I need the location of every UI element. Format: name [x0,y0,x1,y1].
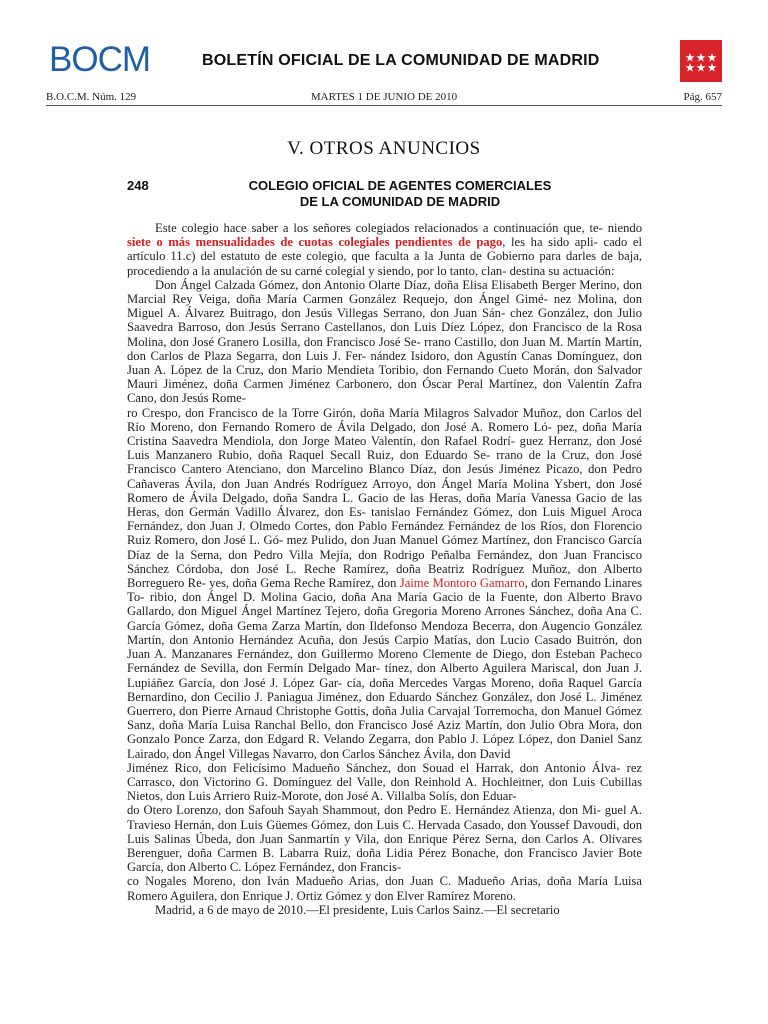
names-paragraph-2 [127,406,642,761]
names-paragraph-4: do Otero Lorenzo, don Safouh Sayah Shammout, don Pedro E. Hernández Atienza, don Mi- guel A. Travieso Hernán, don Luis Güemes Gómez, don Luis C. Hervada Casado, don Youssef Davoudi, don Luis Salinas Úbeda, don Juan Sanmartín y Vila, don Enrique Pérez Serna, don Carlos A. Olivares Berenguer, doña Carmen B. Labarra Ruiz, doña Lidia Pérez Bonache, don Francisco Javier Bote García, don Alberto C. López Fernández, don Francis- [127,803,642,875]
intro-highlight: siete o más mensualidades de cuotas colegiales pendientes de pago [127,235,503,250]
section-title: V. OTROS ANUNCIOS [287,138,481,159]
intro-text-a: Este colegio hace saber a los señores colegiados relacionados a continuación que, te- niendo [155,221,642,235]
announcement-heading [200,178,600,210]
issue-date: MARTES 1 DE JUNIO DE 2010 [310,91,458,103]
announcement-number: 248 [127,178,149,193]
madrid-flag-icon [680,40,722,82]
bocm-logo: BOCM [49,40,150,79]
announcement-heading-text: COLEGIO OFICIAL DE AGENTES COMERCIALES DE LA COMUNIDAD DE MADRID [248,178,552,209]
names-paragraph-5: co Nogales Moreno, don Iván Madueño Arias, don Juan C. Madueño Arias, doña María Luisa Romero Aguilera, don Enrique J. Ortiz Gómez y don Elver Ramírez Moreno. [127,874,642,903]
names-paragraph-3: Jiménez Rico, don Felicísimo Madueño Sánchez, don Souad el Harrak, don Antonio Álva- rez Carrasco, don Victorino G. Domínguez del Valle, don Reinhold A. Hochleitner, don Luis Cubillas Nietos, don Luis Arriero Ruiz-Morote, don José A. Villalba Solís, don Eduar- [127,760,642,804]
page-number: Pág. 657 [683,91,722,103]
announcement-body [127,221,642,917]
publication-title: BOLETÍN OFICIAL DE LA COMUNIDAD DE MADRID [202,52,600,69]
intro-text-b: , les ha sido apli- cado el artículo 11.c) del estatuto de este colegio, que faculta a la Junta de Gobierno para darles de baja, procediendo a la anulación de su carné colegial y siendo, por lo tanto, clan- destina su actuación: [127,235,642,278]
names-text-2a: ro Crespo, don Francisco de la Torre Girón, doña María Milagros Salvador Muñoz, don Carlos del Río Moreno, don Fernando Romero de Ávila Delgado, don José A. Romero Ló- pez, doña María Cristina Saavedra Mendiola, don Jorge Mateo Valentín, don Rafael Rodrí- guez Herranz, don José Luis Manzanero Rubio, doña Raquel Secall Ruiz, don Eduardo Se- rrano de la Cruz, don José Francisco Cantero Atenciano, don Marcelino Blanco Díaz, don Jesús Jiménez Picazo, don Pedro Cañaveras Ávila, don Juan Andrés Rodríguez Arroyo, don Ángel María Molina Ysbert, don José Romero de Ávila Delgado, doña Sandra L. Gacio de las Heras, doña María Vanessa Gacio de las Heras, don Germán Vadillo Álvarez, don Es- tanislao Fernández Gómez, don Luis Miguel Aroca Fernández, don Juan J. Olmedo Cortes, don Pablo Fernández Fernández de los Ríos, don Florencio Ruiz Romero, don José L. Gó- mez Pulido, don Juan Manuel Gómez Martínez, don Francisco García Díaz de la Serna, don Pedro Villa Mejía, don Rodrigo Peñalba Fernández, don Juan Francisco Sánchez Córdoba, don José L. Reche Ramírez, doña Beatriz Rodríguez Muñoz, don Alberto Borreguero Re- yes, doña Gema Reche Ramírez, don [127,405,642,591]
names-text-2b: , don Fernando Linares To- ribio, don Ángel D. Molina Gacio, doña Ana María Gacio de la Fuente, don Alberto Bravo Gallardo, don Miguel Ángel Martínez Tejero, doña Gregoria Moreno Arrones Sánchez, doña Ana C. García Gómez, doña Gema Zarza Martín, don Ildefonso Mendoza Becerra, don Augencio González Martín, don Antonio Hernández Acuña, don Jesús Carpio Matías, don Lucio Casado Buitrón, don Juan A. Manzanares Fernández, don Guillermo Moreno Clemente de Diego, don Esteban Pacheco Fernández de Sevilla, don Fermín Delgado Mar- tínez, don Alberto Aguilera Mariscal, don Juan J. Lupiáñez García, don José J. López Gar- cía, doña Mercedes Vargas Moreno, doña Raquel García Bernardino, don Cecilio J. Paniagua Jiménez, don Eduardo Sánchez González, don José L. Jiménez Guerrero, don Pierre Arnaud Christophe Gottis, doña Julia Carvajal Torremocha, don Manuel Gómez Sanz, doña María Luisa Ranchal Bello, don Francisco José Aziz Martín, don Julio Obra Mora, don Gonzalo Ponce Zarza, don Edgard R. Velando Zegarra, don Pablo J. López López, don Daniel Sanz Lairado, don Ángel Villegas Navarro, don Carlos Sánchez Ávila, don David [127,576,642,761]
issue-number: B.O.C.M. Núm. 129 [46,91,137,103]
names-paragraph-1: Don Ángel Calzada Gómez, don Antonio Olarte Díaz, doña Elisa Elisabeth Berger Merino, don Marcial Rey Veiga, doña María Carmen González Requejo, don Ángel Gimé- nez Molina, don Miguel A. Álvarez Buitrago, don Jesús Villegas Serrano, don Juan Sán- chez González, don Julio Saavedra Barroso, don Jesús Serrano Castellanos, don Luis Díez López, don Francisco de la Rosa Molina, don José Granero Losilla, don Francisco José Se- rrano Castillo, don Juan M. Martín Martín, don Carlos de Plaza Segarra, don Luis J. Fer- nández Isidoro, don Agustín Canas Domínguez, don Juan A. López de la Cruz, don Mario Mendieta Toribio, don Fernando Cueto Morán, don Salvador Mauri Jiménez, doña Carmen Jiménez Carbonero, don Óscar Peral Martínez, don Valentín Zafra Cano, don Jesús Rome- [127,277,642,406]
issue-metadata-bar [46,91,722,106]
intro-paragraph [127,221,642,278]
names-highlight: Jaime Montoro Gamarro [399,576,525,591]
closing-line: Madrid, a 6 de mayo de 2010.—El presidente, Luis Carlos Sainz.—El secretario [155,902,560,917]
